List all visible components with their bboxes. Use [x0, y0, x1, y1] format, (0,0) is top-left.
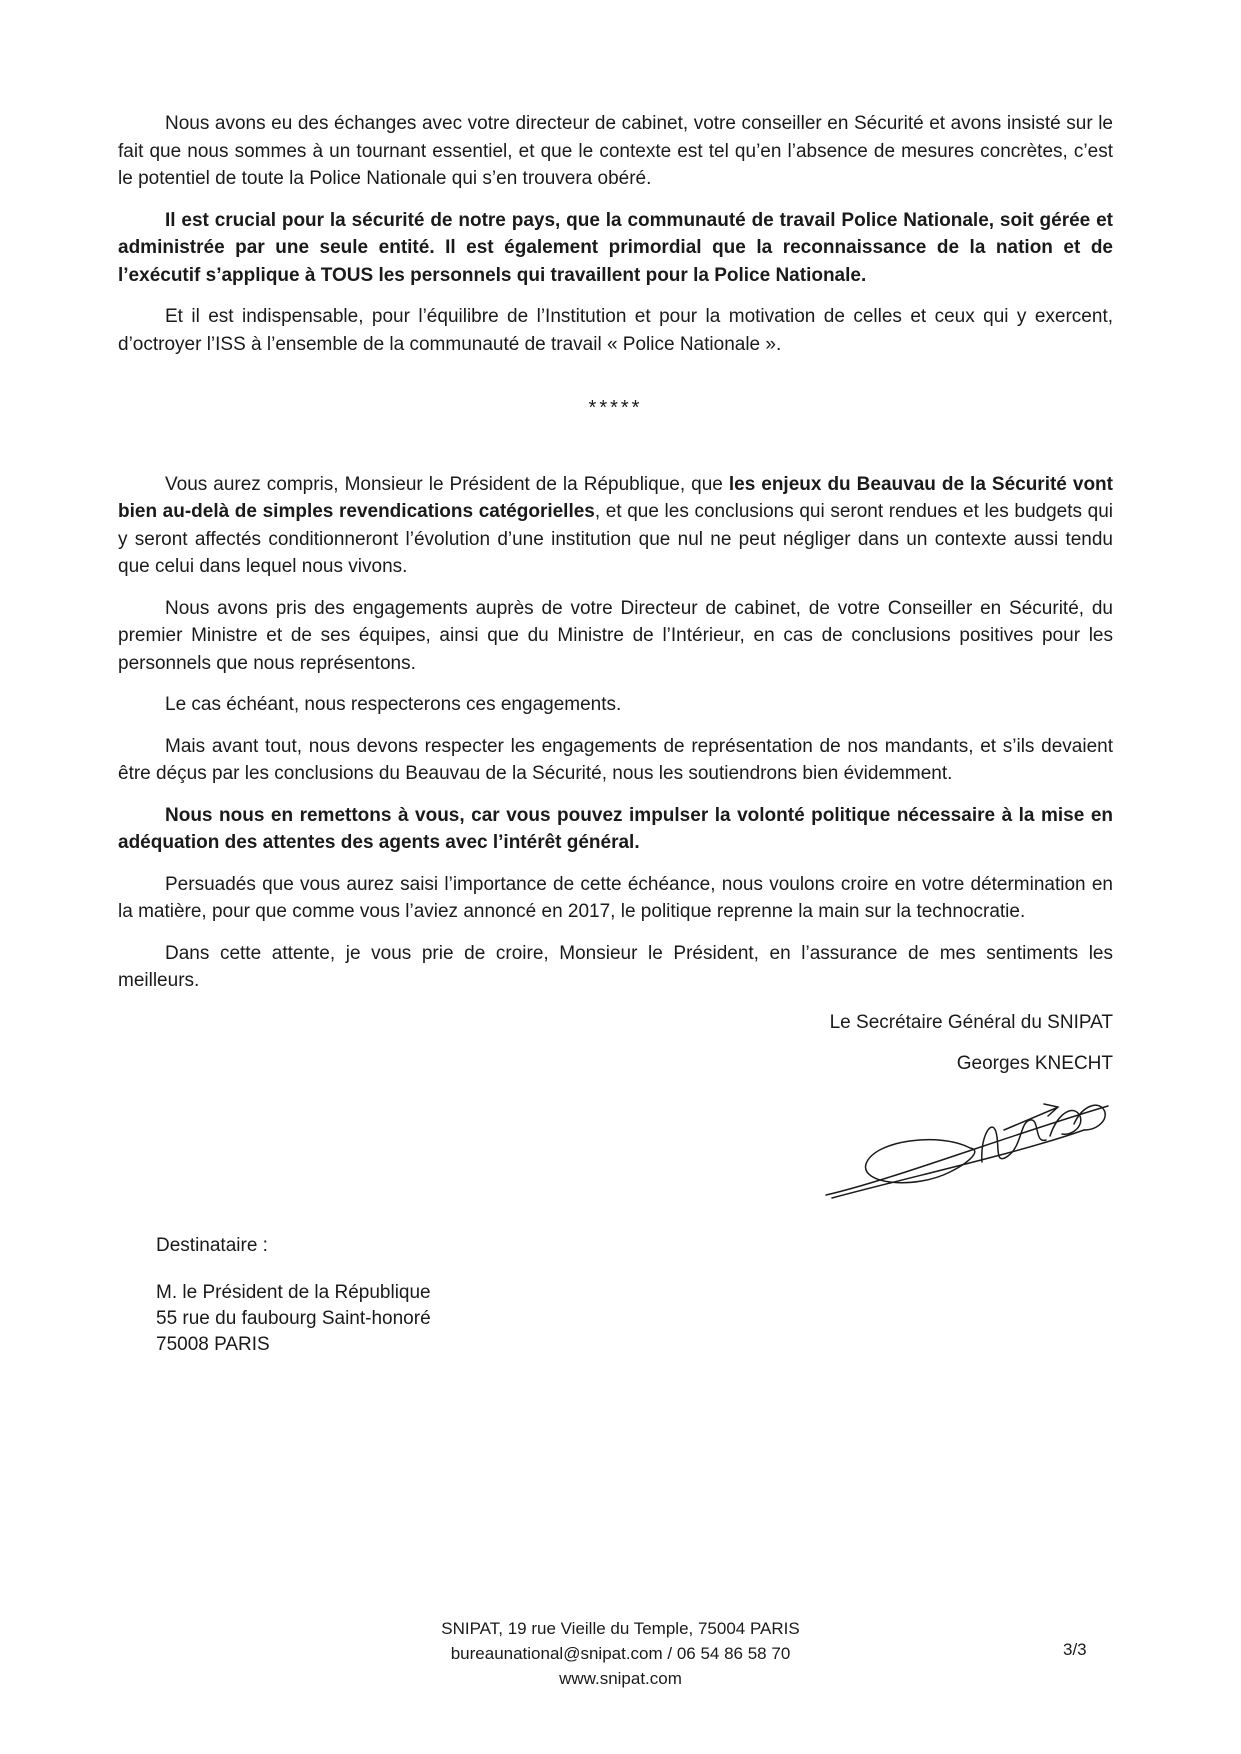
paragraph: Et il est indispensable, pour l’équilibre de l’Institution et pour la motivation de celles et ceux qui y exercent, d’octroyer l’ISS à l’ensemble de la communauté de travail « Police Nationale ». — [118, 306, 1113, 355]
footer-contact: bureaunational@snipat.com / 06 54 86 58 70 — [450, 1644, 791, 1663]
footer-address: SNIPAT, 19 rue Vieille du Temple, 75004 PARIS — [441, 1619, 800, 1638]
signature-title: Le Secrétaire Général du SNIPAT — [829, 1011, 1113, 1033]
paragraph: Persuadés que vous aurez saisi l’importance de cette échéance, nous voulons croire en votre détermination en la matière, pour que comme vous l’aviez annoncé en 2017, le politique reprenne la main sur la technocratie. — [118, 873, 1113, 922]
footer-website: www.snipat.com — [559, 1669, 682, 1688]
paragraph: Mais avant tout, nous devons respecter les engagements de représentation de nos mandants, et s’ils devaient être déçus par les conclusions du Beauvau de la Sécurité, nous les soutiendrons bien évidemment. — [118, 735, 1113, 784]
separator: ***** — [588, 397, 643, 419]
page-number: 3/3 — [1063, 1640, 1087, 1659]
footer — [0, 1616, 1241, 1691]
paragraph: Nous avons eu des échanges avec votre directeur de cabinet, votre conseiller en Sécurité et avons insisté sur le fait que nous sommes à un tournant essentiel, et que le contexte est tel qu’en l’absence de mesures concrètes, c’est le potentiel de toute la Police Nationale qui s’en trouvera obéré. — [118, 113, 1113, 189]
paragraph: Vous aurez compris, Monsieur le Président de la République, que les enjeux du Beauvau de la Sécurité vont bien au-delà de simples revendications catégorielles, et que les conclusions qui seront rendues et les budgets qui y seront affectés conditionneront l’évolution d’une institution que nul ne peut négliger dans un contexte aussi tendu que celui dans lequel nous vivons. — [118, 473, 1113, 577]
paragraph: Dans cette attente, je vous prie de croire, Monsieur le Président, en l’assurance de mes sentiments les meilleurs. — [118, 942, 1113, 991]
address-line-name: M. le Président de la République — [156, 1282, 431, 1303]
recipient-block — [156, 1233, 431, 1358]
paragraph: Le cas échéant, nous respecterons ces engagements. — [165, 694, 622, 715]
signature-name: Georges KNECHT — [956, 1053, 1113, 1074]
letter-body — [118, 110, 1113, 1092]
paragraph: Il est crucial pour la sécurité de notre pays, que la communauté de travail Police Nationale, soit gérée et administrée par une seule entité. Il est également primordial que la reconnaissance de la nation et de l’exécutif s’applique à TOUS les personnels qui travaillent pour la Police Nationale. — [118, 209, 1113, 286]
address-line-street: 55 rue du faubourg Saint-honoré — [156, 1308, 431, 1329]
paragraph: Nous nous en remettons à vous, car vous pouvez impulser la volonté politique nécessaire à la mise en adéquation des attentes des agents avec l’intérêt général. — [118, 804, 1113, 853]
paragraph: Nous avons pris des engagements auprès de votre Directeur de cabinet, de votre Conseiller en Sécurité, du premier Ministre et de ses équipes, ainsi que du Ministre de l’Intérieur, en cas de conclusions positives pour les personnels que nous représentons. — [118, 597, 1113, 674]
address-line-city: 75008 PARIS — [156, 1334, 270, 1355]
signature-image — [822, 1092, 1112, 1202]
recipient-label: Destinataire : — [156, 1235, 268, 1256]
recipient-address — [156, 1280, 431, 1358]
